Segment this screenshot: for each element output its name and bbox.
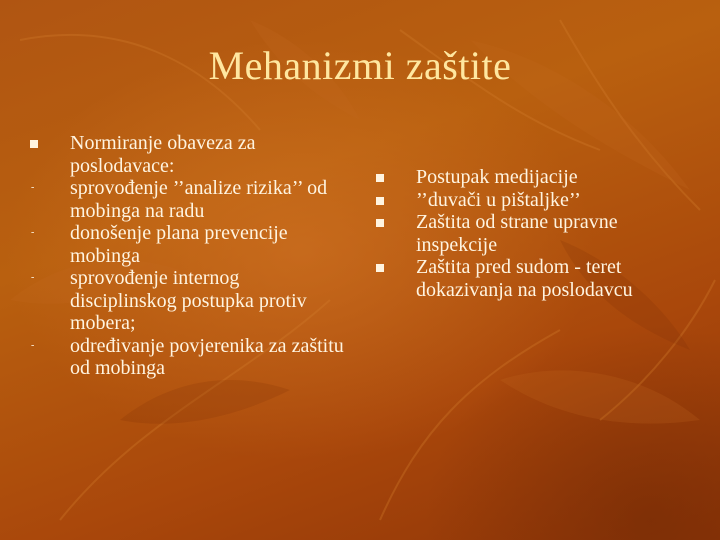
left-bullet-list (26, 132, 346, 380)
square-bullet-icon (30, 132, 42, 154)
slide-title: Mehanizmi zaštite (208, 43, 512, 88)
list-item-text: donošenje plana prevencije mobinga (70, 222, 288, 267)
left-column (26, 132, 346, 380)
square-bullet-icon (376, 256, 388, 278)
list-item (372, 211, 702, 256)
list-item (26, 177, 346, 222)
list-item (26, 267, 346, 335)
list-item-text: ’’duvači u pištaljke’’ (416, 188, 581, 211)
dash-bullet-icon: - (31, 272, 35, 283)
right-bullet-list (372, 166, 702, 301)
list-item (372, 189, 702, 212)
list-item-text: Zaštita pred sudom - teret dokazivanja na poslodavcu (416, 256, 633, 301)
dash-bullet-icon: - (31, 339, 35, 351)
list-item (372, 256, 702, 301)
square-bullet-icon (376, 189, 388, 211)
list-item (26, 335, 346, 380)
list-item (26, 222, 346, 267)
list-item-text: određivanje povjerenika za zaštitu od mobinga (70, 334, 344, 379)
square-bullet-icon (376, 211, 388, 233)
dash-bullet-icon: - (31, 182, 35, 193)
dash-bullet-icon: - (31, 227, 35, 238)
square-bullet-icon (376, 166, 388, 188)
list-item-text: Normiranje obaveza za poslodavace: (70, 132, 256, 177)
list-item-text: sprovođenje internog disciplinskog postupka protiv mobera; (70, 267, 307, 334)
list-item (372, 166, 702, 189)
list-item (26, 132, 346, 177)
right-column (372, 166, 702, 301)
list-item-text: Postupak medijacije (416, 166, 578, 188)
list-item-text: sprovođenje ’’analize rizika’’ od mobinga na radu (70, 177, 328, 222)
list-item-text: Zaštita od strane upravne inspekcije (416, 211, 618, 256)
